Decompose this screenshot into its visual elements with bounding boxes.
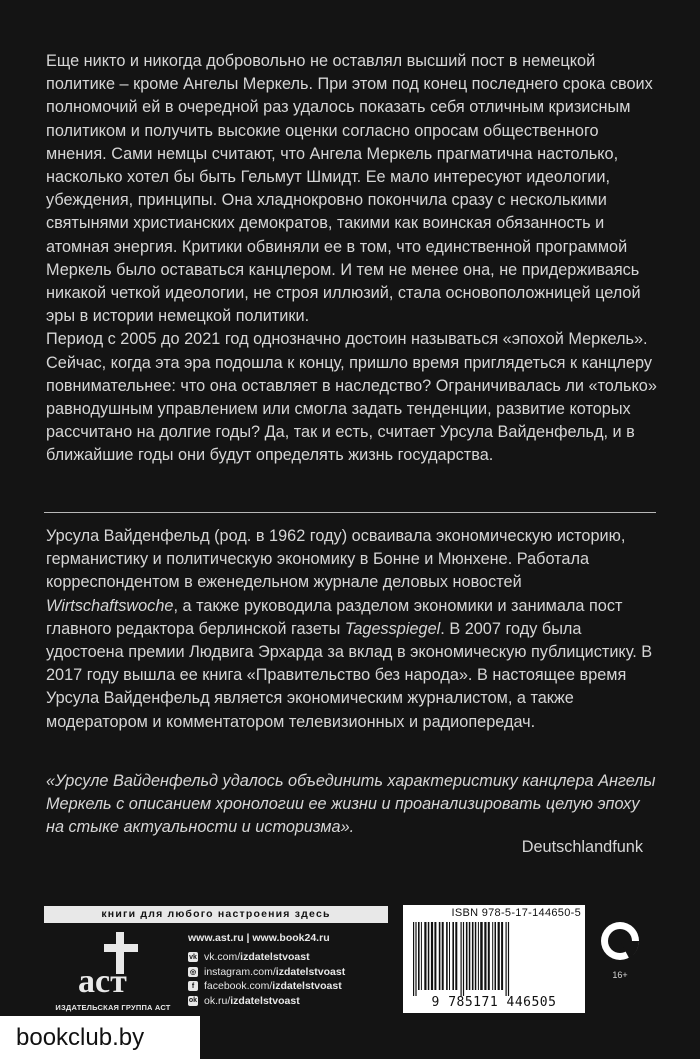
age-mark: 16+ bbox=[612, 970, 628, 980]
bio-text-part-3: . В 2007 году была удостоена премии Людвига Эрхарда за вклад в экономическую публицистику. В 2017 году вышла ее книга «Правительство без народа». В настоящее время Урсула Вайденфельд является экономическим журналистом, а также модератором и комментатором телевизионных и радиопередач. bbox=[46, 619, 653, 731]
barcode-bar bbox=[418, 922, 420, 990]
barcode-bar bbox=[428, 922, 430, 990]
vk-icon: vk bbox=[189, 953, 197, 961]
barcode-bar bbox=[466, 922, 468, 990]
social-link-vk[interactable]: vk vk.com/ izdatelstvoast bbox=[189, 951, 310, 964]
book-annotation bbox=[46, 50, 658, 468]
age-rating-badge bbox=[599, 920, 641, 986]
barcode-bar bbox=[484, 922, 486, 990]
barcode-bar bbox=[492, 922, 493, 990]
barcode-panel bbox=[403, 905, 585, 1013]
barcode-bar bbox=[415, 922, 416, 996]
bio-newspaper-name: Tagesspiegel bbox=[344, 619, 441, 638]
barcode-bar bbox=[480, 922, 483, 990]
barcode-bar bbox=[439, 922, 441, 990]
barcode-bar bbox=[488, 922, 490, 990]
barcode-bar bbox=[421, 922, 422, 990]
barcode-bar bbox=[431, 922, 433, 990]
barcode-bar bbox=[495, 922, 497, 990]
barcode-bar bbox=[498, 922, 500, 990]
facebook-icon: f bbox=[188, 981, 198, 991]
barcode-bar bbox=[455, 922, 457, 990]
barcode-bar bbox=[478, 922, 479, 990]
press-quote: «Урсуле Вайденфельд удалось объединить характеристику канцлера Ангелы Меркель с описанием хронологии ее жизни и проанализировать целую эпоху на стыке актуальности и историзма». bbox=[46, 772, 656, 837]
instagram-icon: ◎ bbox=[189, 968, 197, 976]
isbn-label: ISBN 978-5-17-144650-5 bbox=[451, 907, 581, 919]
publisher-sites: www.ast.ru | www.book24.ru bbox=[188, 932, 330, 944]
annotation-paragraph-1: Еще никто и никогда добровольно не оставлял высший пост в немецкой политике – кроме Ангелы Меркель. При этом под конец последнего срока своих полномочий ей в очередной раз удалось показать себя отличным кризисным политиком и получить высокие оценки согласно опросам общественного мнения. Сами немцы считают, что Ангела Меркель прагматична настолько, насколько хотел бы быть Гельмут Шмидт. Ее мало интересуют идеологии, убеждения, принципы. Она хладнокровно покончила сразу с несколькими святынями христианских демократов, такими как воинская обязанность и атомная энергия. Критики обвиняли ее в том, что единственной программой Меркель было оставаться канцлером. И тем не менее она, не придерживаясь никакой четкой идеологии, не строя иллюзий, стала основоположницей целой эры в истории немецкой политики. bbox=[46, 52, 653, 326]
publisher-group-name: ИЗДАТЕЛЬСКАЯ ГРУППА АСТ bbox=[55, 1003, 171, 1012]
bio-text-part-1: Урсула Вайденфельд (род. в 1962 году) осваивала экономическую историю, германистику и политическую экономику в Бонне и Мюнхене. Работала корреспондентом в еженедельном журнале деловых новостей bbox=[46, 527, 626, 592]
barcode-bar bbox=[501, 922, 503, 990]
annotation-paragraph-2: Период с 2005 до 2021 год однозначно достоин называться «эпохой Меркель». Сейчас, когда эта эра подошла к концу, пришло время приглядеться к канцлеру повнимательнее: что она оставляет в наследство? Ограничивалась ли «только» равнодушным управлением или смогла задать тенденции, развитие которых рассчитано на долгие годы? Да, так и есть, считает Урсула Вайденфельд, и в ближайшие годы они будут определять жизнь государства. bbox=[46, 330, 657, 465]
barcode-image bbox=[409, 922, 579, 996]
social-link-ok[interactable]: ok ok.ru/ izdatelstvoast bbox=[188, 994, 300, 1007]
logo-text: аст bbox=[78, 963, 127, 1000]
ast-logo bbox=[58, 930, 168, 1000]
ok-icon: ok bbox=[188, 997, 198, 1005]
barcode-bar bbox=[446, 922, 448, 990]
barcode-bar bbox=[452, 922, 454, 990]
author-bio bbox=[46, 525, 658, 734]
barcode-bar bbox=[463, 922, 464, 996]
social-link-instagram[interactable]: ◎ instagram.com/ izdatelstvoast bbox=[189, 965, 346, 978]
publisher-slogan: книги для любого настроения здесь bbox=[44, 906, 388, 923]
barcode-bar bbox=[475, 922, 477, 990]
section-divider bbox=[44, 512, 656, 513]
barcode-bar bbox=[442, 922, 444, 990]
publisher-contacts bbox=[188, 932, 398, 1008]
barcode-bar bbox=[461, 922, 462, 996]
quote-source: Deutschlandfunk bbox=[521, 838, 643, 856]
barcode-bar bbox=[413, 922, 414, 996]
barcode-bar bbox=[424, 922, 426, 990]
barcode-bar bbox=[506, 922, 507, 996]
barcode-bar bbox=[472, 922, 474, 990]
barcode-digits: 9 785171 446505 bbox=[431, 995, 557, 1010]
barcode-bar bbox=[449, 922, 450, 990]
barcode-bar bbox=[469, 922, 471, 990]
barcode-bar bbox=[434, 922, 436, 990]
bio-text-part-2: , а также руководила разделом экономики и занимала пост главного редактора берлинской газеты bbox=[46, 596, 623, 638]
bio-magazine-name: Wirtschaftswoche bbox=[46, 596, 174, 615]
barcode-bar bbox=[508, 922, 509, 996]
watermark: bookclub.by bbox=[0, 1016, 200, 1059]
social-link-facebook[interactable]: f facebook.com/ izdatelstvoast bbox=[188, 979, 398, 994]
